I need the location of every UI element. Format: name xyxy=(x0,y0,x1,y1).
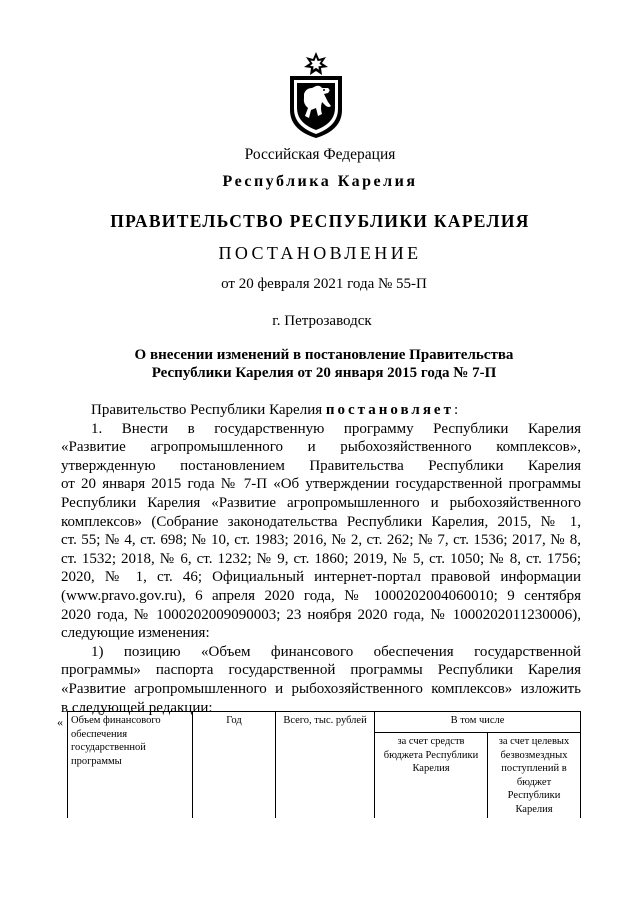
item-1-line: от 20 января 2015 года № 7-П «Об утверждении государственной программы xyxy=(61,476,581,493)
financing-table xyxy=(67,711,581,818)
intro-resolves: постановляет xyxy=(325,402,454,418)
document-date-number: от 20 февраля 2021 года № 55-П xyxy=(221,276,427,292)
col-target-receipts: за счет целевых безвозмездных поступлений в бюджет Республики Карелия xyxy=(488,733,581,819)
item-1-line: комплексов» (Собрание законодательства Республики Карелия, 2015, № 1, xyxy=(61,513,581,530)
item-1-line: утвержденную постановлением Правительства Республики Карелия xyxy=(61,457,581,474)
item-1-line: ст. 55; № 4, ст. 698; № 10, ст. 1983; 2016, № 2, ст. 262; № 7, ст. 1536; 2017, № 8, xyxy=(61,532,581,549)
item-1-line: 2020, № 1, ст. 46; Официальный интернет-портал правовой информации xyxy=(61,569,581,586)
item-1-paragraph xyxy=(61,420,581,643)
col-total: Всего, тыс. рублей xyxy=(276,712,375,819)
sub-item-line: в следующей редакции: xyxy=(61,699,213,716)
sub-item-line: «Развитие агропромышленного и рыбохозяйственного комплексов» изложить xyxy=(61,680,581,697)
col-including: В том числе xyxy=(375,712,581,733)
intro-paragraph xyxy=(61,401,581,420)
intro-text: Правительство Республики Карелия xyxy=(91,402,326,418)
item-1-line: 1. Внести в государственную программу Республики Карелия xyxy=(91,420,581,437)
document-type: ПОСТАНОВЛЕНИЕ xyxy=(218,243,422,263)
sub-item-1-paragraph xyxy=(61,643,581,717)
intro-colon: : xyxy=(453,402,459,418)
subject-line-1: О внесении изменений в постановление Правительства xyxy=(134,347,514,363)
item-1-line: следующие изменения: xyxy=(61,625,210,642)
item-1-line: ст. 1532; 2018, № 6, ст. 1232; № 9, ст. 1860; 2019, № 5, ст. 1050; № 8, ст. 1756; xyxy=(61,550,581,567)
sub-item-line: 1) позицию «Объем финансового обеспечения государственной xyxy=(91,643,581,660)
document-city: г. Петрозаводск xyxy=(272,313,372,329)
sub-item-line: программы» паспорта государственной программы Республики Карелия xyxy=(61,662,581,679)
col-year: Год xyxy=(193,712,276,819)
item-1-line: (www.pravo.gov.ru), 6 апреля 2020 года, № 1000202004060010; 9 сентября xyxy=(61,587,581,604)
document-subject xyxy=(4,346,640,382)
table-header-row xyxy=(68,712,581,733)
item-1-line: Республики Карелия «Развитие агропромышленного и рыбохозяйственного xyxy=(61,494,581,511)
republic-name: Республика Карелия xyxy=(222,173,418,190)
coat-of-arms-emblem xyxy=(284,50,348,140)
item-1-line: 2020 года, № 1000202009090003; 23 ноября 2020 года, № 1000202011230006), xyxy=(61,606,581,623)
government-name: ПРАВИТЕЛЬСТВО РЕСПУБЛИКИ КАРЕЛИЯ xyxy=(110,211,530,231)
table-open-quote: « xyxy=(57,715,63,729)
subject-line-2: Республики Карелия от 20 января 2015 года № 7-П xyxy=(151,365,497,381)
document-body xyxy=(61,401,581,717)
col-republic-budget: за счет средств бюджета Республики Карелия xyxy=(375,733,488,819)
federation-name: Российская Федерация xyxy=(244,146,396,163)
col-funding-volume: Объем финансового обеспечения государственной программы xyxy=(68,712,193,819)
item-1-line: «Развитие агропромышленного и рыбохозяйственного комплексов», xyxy=(61,439,581,456)
